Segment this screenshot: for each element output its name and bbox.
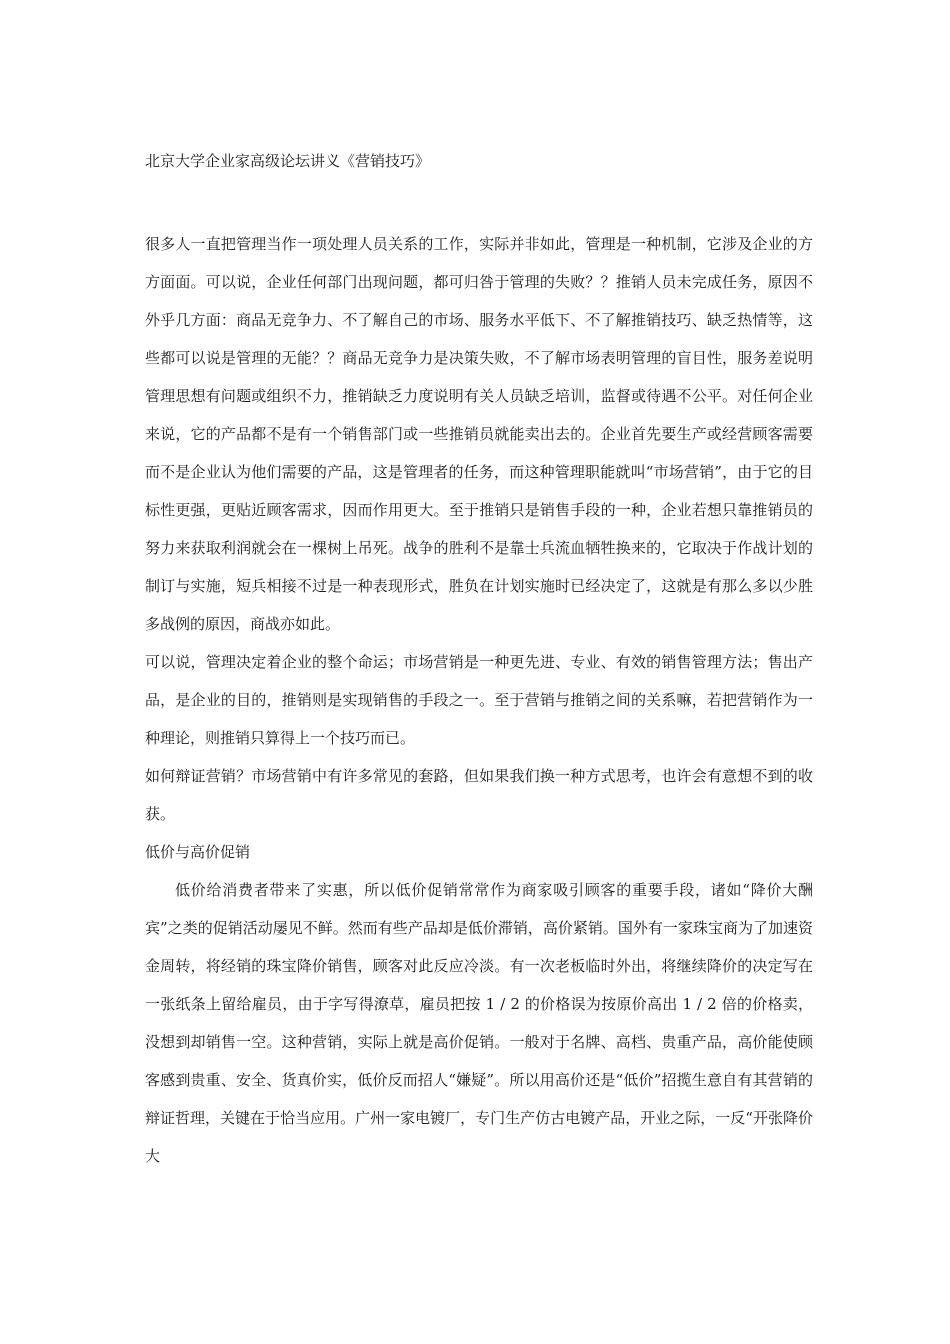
paragraph-marketing-vs-sales: 可以说，管理决定着企业的整个命运；市场营销是一种更先进、专业、有效的销售管理方法；售出产品，是企业的目的，推销则是实现销售的手段之一。至于营销与推销之间的关系嘛，若把营销作为一种理论，则推销只算得上一个技巧而已。 — [145, 653, 813, 747]
section-heading: 低价与高价促销 — [145, 843, 251, 861]
paragraph-management: 很多人一直把管理当作一项处理人员关系的工作，实际并非如此，管理是一种机制，它涉及企业的方方面面。可以说，企业任何部门出现问题，都可归咎于管理的失败？？推销人员未完成任务，原因不外乎几方面：商品无竞争力、不了解自己的市场、服务水平低下、不了解推销技巧、缺乏热情等，这些都可以说是管理的无能？？商品无竞争力是决策失败，不了解市场表明管理的盲目性，服务差说明管理思想有问题或组织不力，推销缺乏力度说明有关人员缺乏培训，监督或待遇不公平。对任何企业来说，它的产品都不是有一个销售部门或一些推销员就能卖出去的。企业首先要生产或经营顾客需要而不是企业认为他们需要的产品，这是管理者的任务，而这种管理职能就叫“市场营销”，由于它的目标性更强，更贴近顾客需求，因而作用更大。至于推销只是销售手段的一种，企业若想只靠推销员的努力来获取利润就会在一棵树上吊死。战争的胜利不是靠士兵流血牺牲换来的，它取决于作战计划的制订与实施，短兵相接不过是一种表现形式，胜负在计划实施时已经决定了，这就是有那么多以少胜多战例的原因，商战亦如此。 — [145, 235, 813, 633]
paragraph-dialectic-marketing: 如何辩证营销？市场营销中有许多常见的套路，但如果我们换一种方式思考，也许会有意想不到的收获。 — [145, 767, 813, 823]
paragraph-pricing-promotion: 低价给消费者带来了实惠，所以低价促销常常作为商家吸引顾客的重要手段，诸如“降价大酬宾”之类的促销活动屡见不鲜。然而有些产品却是低价滞销，高价紧销。国外有一家珠宝商为了加速资金周转，将经销的珠宝降价销售，顾客对此反应冷淡。有一次老板临时外出，将继续降价的决定写在一张纸条上留给雇员，由于字写得潦草，雇员把按 1 / 2 的价格误为按原价高出 1 / 2 倍的价格卖，没想到却销售一空。这种营销，实际上就是高价促销。一般对于名牌、高档、贵重产品，高价能使顾客感到贵重、安全、货真价实，低价反而招人“嫌疑”。所以用高价还是“低价”招揽生意自有其营销的辩证哲理，关键在于恰当应用。广州一家电镀厂，专门生产仿古电镀产品，开业之际，一反“开张降价大 — [145, 881, 813, 1165]
document-title: 北京大学企业家高级论坛讲义《营销技巧》 — [145, 152, 431, 170]
document-body — [145, 148, 813, 1175]
